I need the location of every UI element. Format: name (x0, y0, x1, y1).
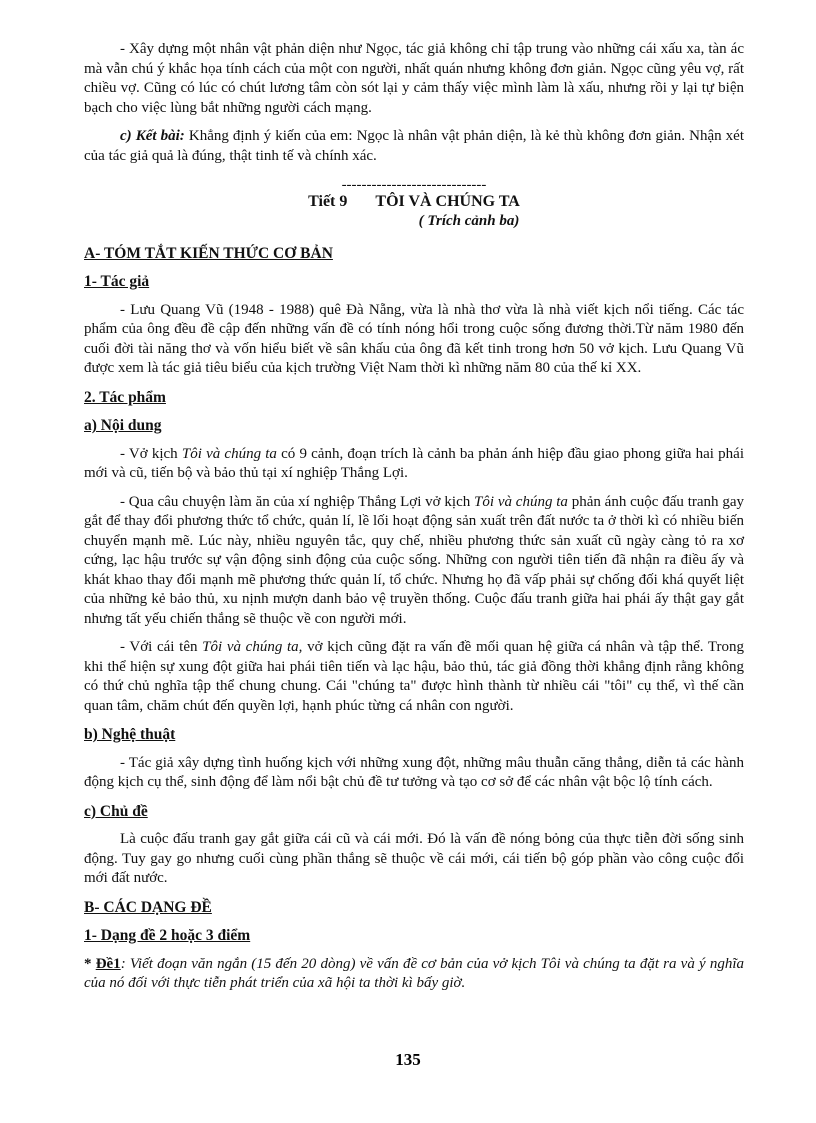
question-label: Đề1 (95, 955, 121, 972)
lesson-number: Tiết 9 (308, 193, 348, 210)
content-p1-text-b: có 9 cảnh, đoạn trích là cảnh ba phản ánh hiệp đầu giao phong giữa hai phái mới và cũ, tiến bộ và bảo thủ tại xí nghiệp Thắng Lợi. (84, 445, 744, 481)
intro-paragraph: - Xây dựng một nhân vật phản diện như Ngọc, tác giả không chỉ tập trung vào những cái xấu xa, tàn ác mà vẫn chú ý khắc họa tính cách của một con người, nhất quán nhưng không đơn giản. Ngọc cũng yêu vợ, rất chiều vợ. Cũng có lúc có chút lương tâm còn sót lại y cảm thấy việc mình làm là xấu, nhưng rồi y lại tự biện bạch cho việc lùng bắt những người cách mạng. (84, 41, 744, 116)
conclusion-label: c) Kết bài: (120, 128, 185, 144)
theme-paragraph: Là cuộc đấu tranh gay gắt giữa cái cũ và cái mới. Đó là vấn đề nóng bỏng của thực tiễn đời sống sinh động. Tuy gay go nhưng cuối cùng phần thắng sẽ thuộc về cái mới, cái tiến bộ góp phần vào công cuộc đổi mới đất nước. (84, 831, 744, 886)
bullet-star: * (84, 955, 96, 972)
content-p1-work-title: Tôi và chúng ta (181, 445, 277, 462)
theme-heading: c) Chủ đề (84, 802, 148, 820)
content-p3-text-b: vở kịch cũng đặt ra vấn đề mối quan hệ giữa cá nhân và tập thể. Trong khi thể hiện sự xung đột giữa hai phái tiên tiến và lạc hậu, bảo thủ, tác giả đồng thời khẳng định rằng không có thứ chủ nghĩa tập thể chung chung. Cái "chúng ta" được hình thành từ nhiều cái "tôi" cụ thể, vì thế cần quan tâm, chăm chút đến quyền lợi, hạnh phúc từng cá nhân con người. (84, 639, 745, 714)
conclusion-paragraph (84, 127, 744, 166)
document-page (84, 40, 744, 994)
content-p2-text-b: phản ánh cuộc đấu tranh gay gắt để thay đổi phương thức tổ chức, quản lí, lề lối hoạt động sản xuất trên đất nước ta ở thời kì có nhiều biến chuyển mạnh mẽ. Lúc này, nhiều nguyên tắc, quy chế, nhiều phương thức sản xuất cũ ngày càng tỏ ra xơ cứng, lạc hậu trước sự vận động sinh động của cuộc sống. Những con người tiên tiến đã nhận ra điều ấy và khát khao thay đổi mạnh mẽ phương thức quản lí, tổ chức. Nhưng họ đã vấp phải sự chống đối khá quyết liệt của những kẻ bảo thủ, xu nịnh mượn danh bảo vệ truyền thống. Cuộc đấu tranh giữa hai phái ấy thật gay gắt nhưng tất yếu chiến thắng sẽ thuộc về con người mới. (84, 493, 744, 627)
content-p1-text-a: - Vở kịch (120, 445, 182, 462)
content-paragraph-3 (84, 638, 744, 716)
question-paragraph (84, 955, 744, 994)
page-number: 135 (395, 1050, 421, 1069)
content-p2-work-title: Tôi và chúng ta (474, 493, 568, 510)
question-text: : Viết đoạn văn ngắn (15 đến 20 dòng) về vấn đề cơ bản của vở kịch Tôi và chúng ta đặt ra và ý nghĩa của nó đối với thực tiễn phát triển của xã hội ta thời kì bấy giờ. (84, 955, 745, 991)
content-paragraph-2 (84, 493, 744, 630)
lesson-title-row (84, 192, 744, 212)
content-paragraph-1 (84, 445, 744, 484)
lesson-title: TÔI VÀ CHÚNG TA (375, 193, 520, 210)
art-paragraph: - Tác giả xây dựng tình huống kịch với những xung đột, những mâu thuẫn căng thẳng, diễn tả các hành động kịch cụ thể, sinh động để làm nổi bật chủ đề tư tưởng và tạo cơ sở để các nhân vật bộc lộ tính cách. (84, 754, 744, 790)
section-b-heading: B- CÁC DẠNG ĐỀ (84, 898, 212, 916)
author-heading: 1- Tác giả (84, 273, 150, 290)
work-heading: 2. Tác phẩm (84, 388, 166, 406)
content-heading: a) Nội dung (84, 417, 162, 434)
separator-line: ----------------------------- (341, 177, 487, 193)
content-p3-text-a: - Với cái tên (120, 639, 203, 655)
conclusion-text: Khẳng định ý kiến của em: Ngọc là nhân vật phản diện, là kẻ thù không đơn giản. Nhận xét của tác giả quả là đúng, thật tinh tế và chính xác. (84, 128, 744, 164)
content-p3-work-title: Tôi và chúng ta, (202, 639, 303, 655)
art-heading: b) Nghệ thuật (84, 726, 176, 743)
lesson-subtitle: ( Trích cảnh ba) (418, 213, 520, 229)
section-a-heading: A- TÓM TẮT KIẾN THỨC CƠ BẢN (84, 244, 333, 262)
question-type-heading: 1- Dạng đề 2 hoặc 3 điểm (84, 927, 251, 944)
author-paragraph: - Lưu Quang Vũ (1948 - 1988) quê Đà Nẵng, vừa là nhà thơ vừa là nhà viết kịch nổi tiếng. Các tác phẩm của ông đều đề cập đến những vấn đề có tính nóng hổi trong cuộc sống đương thời.Từ năm 1980 đến cuối đời tài năng thơ và vốn hiểu biết về sân khấu của ông đã kết tinh trong hơn 50 vở kịch. Lưu Quang Vũ được xem là tác giả tiêu biểu của kịch trường Việt Nam thời kì những năm 80 của thế kỉ XX. (84, 301, 744, 376)
content-p2-text-a: - Qua câu chuyện làm ăn của xí nghiệp Thắng Lợi vở kịch (120, 493, 475, 510)
